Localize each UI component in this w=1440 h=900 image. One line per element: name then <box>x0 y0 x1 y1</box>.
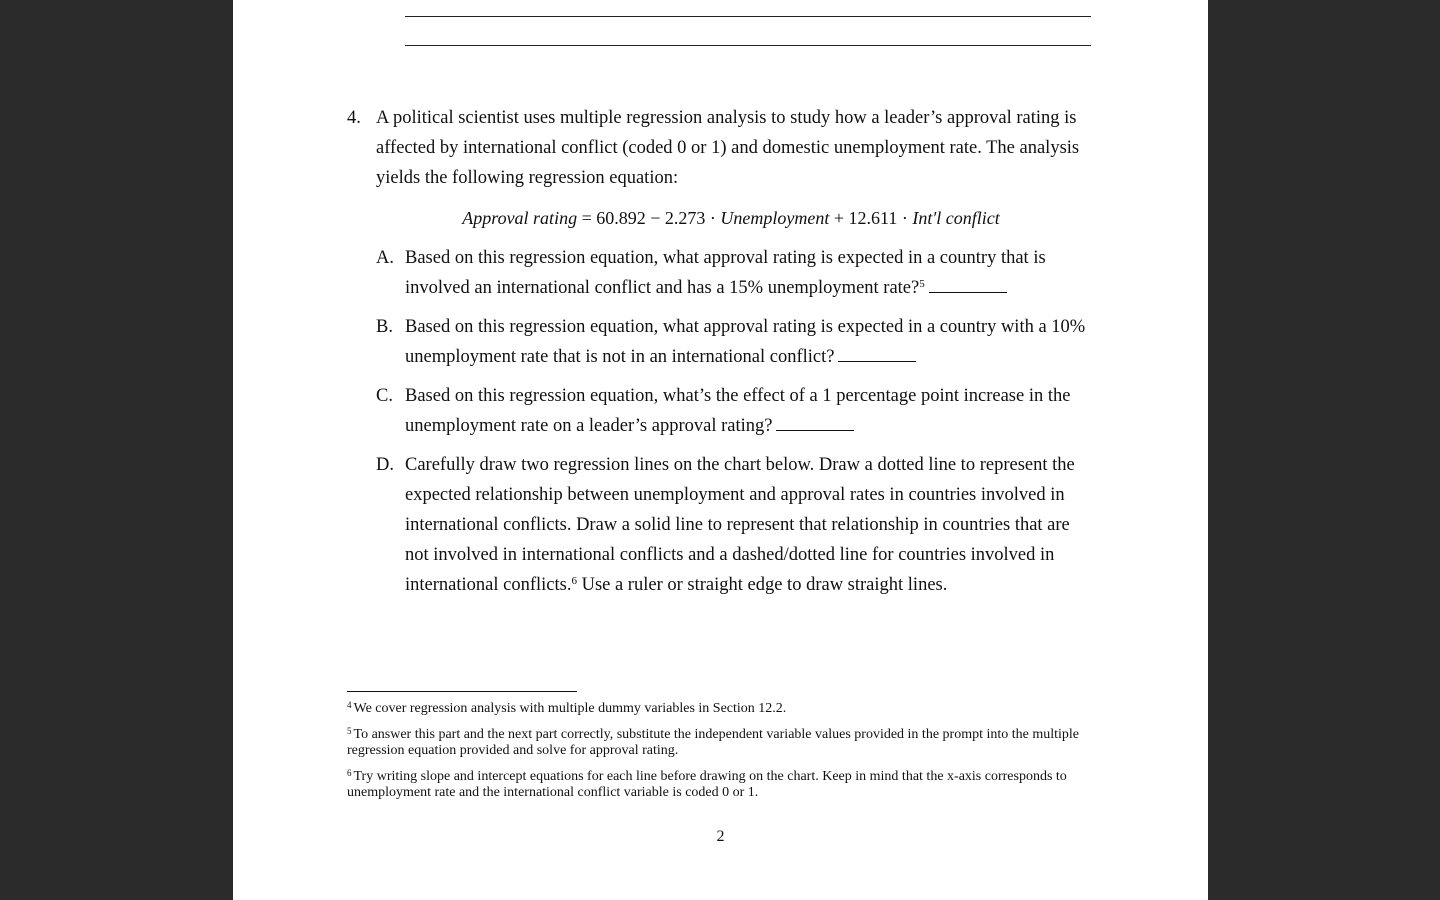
question-4 <box>347 103 1087 609</box>
footnote-number: 4 <box>347 700 352 710</box>
part-text-continued: Use a ruler or straight edge to draw straight lines. <box>576 575 948 595</box>
question-number: 4. <box>347 108 361 128</box>
footnote-text: To answer this part and the next part correctly, substitute the independent variable values provided in the prompt into the multiple regression equation provided and solve for approval rating. <box>347 727 1080 758</box>
part-text: Carefully draw two regression lines on the chart below. Draw a dotted line to represent the expected relationship between unemployment and approval rates in countries involved in international conflicts. Draw a solid line to represent that relationship in countries that are not involved in international conflicts and a dashed/dotted line for countries involved in international conflicts. <box>405 455 1075 595</box>
part-c <box>347 381 1087 441</box>
question-intro <box>347 103 1087 193</box>
part-letter: D. <box>376 455 394 475</box>
part-letter: B. <box>376 317 393 337</box>
answer-blank[interactable] <box>838 343 916 362</box>
equation-lhs: Approval rating <box>462 208 578 228</box>
footnote-4 <box>347 701 1087 717</box>
footnotes <box>347 701 1087 811</box>
footnote-number: 6 <box>347 768 352 778</box>
equation-conflict-coef: + 12.611 · <box>829 208 913 228</box>
footnote-5 <box>347 727 1087 759</box>
answer-line <box>405 16 1091 17</box>
answer-blank[interactable] <box>776 412 854 431</box>
question-text: A political scientist uses multiple regression analysis to study how a leader’s approval rating is affected by international conflict (coded 0 or 1) and domestic unemployment rate. The analysis yields the following regression equation: <box>376 108 1080 188</box>
regression-equation <box>375 203 1087 233</box>
part-a <box>347 243 1087 303</box>
part-b <box>347 312 1087 372</box>
answer-line <box>405 45 1091 46</box>
footnote-number: 5 <box>347 726 352 736</box>
equation-term-unemployment: Unemployment <box>720 208 830 228</box>
part-text: Based on this regression equation, what’s the effect of a 1 percentage point increase in the unemployment rate on a leader’s approval rating? <box>405 386 1071 436</box>
footnote-ref: 5 <box>919 278 925 290</box>
part-text: Based on this regression equation, what approval rating is expected in a country that is involved an international conflict and has a 15% unemployment rate? <box>405 248 1046 298</box>
equation-term-conflict: Int′l conflict <box>912 208 1000 228</box>
footnote-ref: 6 <box>571 575 577 587</box>
part-letter: C. <box>376 386 393 406</box>
page-number: 2 <box>716 828 725 845</box>
part-text: Based on this regression equation, what approval rating is expected in a country with a 10% unemployment rate that is not in an international conflict? <box>405 317 1086 367</box>
footnote-6 <box>347 769 1087 801</box>
answer-blank[interactable] <box>929 274 1007 293</box>
part-letter: A. <box>376 248 394 268</box>
footnote-separator <box>347 691 577 692</box>
footnote-text: Try writing slope and intercept equations for each line before drawing on the chart. Keep in mind that the x-axis corresponds to unemployment rate and the international conflict variable is coded 0 or 1. <box>347 769 1067 800</box>
document-page <box>233 0 1208 900</box>
footnote-text: We cover regression analysis with multiple dummy variables in Section 12.2. <box>353 701 787 716</box>
part-d <box>347 450 1087 600</box>
equation-intercept-coef: = 60.892 − 2.273 · <box>577 208 721 228</box>
